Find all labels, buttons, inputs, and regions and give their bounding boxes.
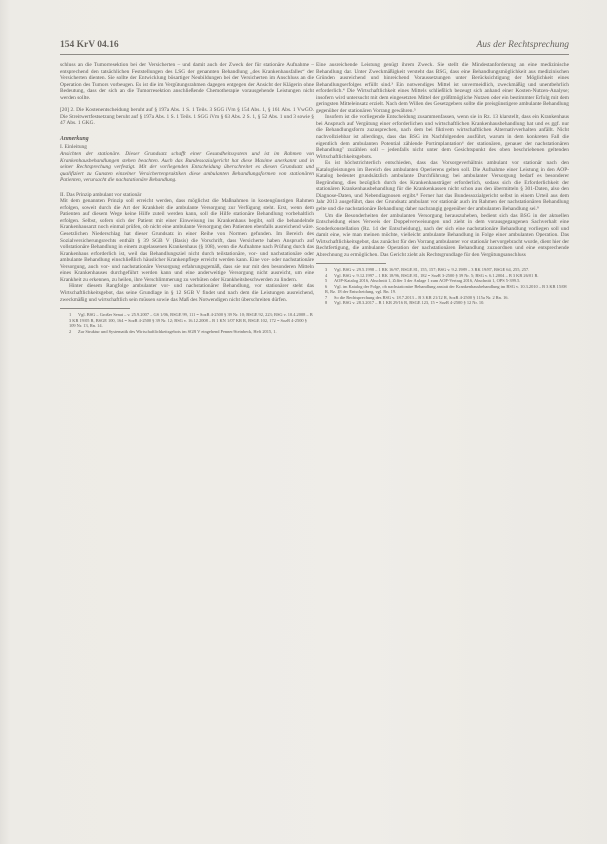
subheading: I. Einleitung	[60, 144, 87, 151]
subheading: II. Das Prinzip ambulant vor stationär	[60, 191, 142, 198]
footnote-rule	[316, 263, 386, 264]
running-header	[60, 40, 569, 54]
footnote: 1 Vgl. BSG – Großer Senat – v. 25.9.2007 – GS 1/06, BSGE 99, 111 = SozR 4-2500 § 39 Nr. 10; BSGE 92, 223; BSG v. 10.4.2008 – B 3 KR 19/05 R, BSGE 100, 164 = SozR 4-2500 § 39 Nr. 12; BSG v. 16.12.2008 – B 1 KN 1/07 KR R, BSGE 102, 172 = SozR 4-2500 § 109 Nr. 13, Rn. 14.	[69, 312, 313, 329]
paragraph: Hinter diesem Rangfolge ambulanter vor- und nachstationärer Behandlung, vor stationärer steht das Wirtschaftlichkeitsgebot, das seine Grundlage in § 12 SGB V findet und nach dem die Leistungen ausreichend, zweckmäßig und wirtschaftlich sein müssen sowie das Maß des Notwendigen nicht überschreiten dürfen.	[60, 283, 314, 303]
left-column	[60, 62, 314, 334]
footnote: 2 Zur Struktur und Systematik des Wirtschaftlichkeitsgebots im SGB V eingehend Penner/Steinbeck, Heft 2015, 1.	[69, 328, 277, 334]
page-number-journal: 154 KrV 04.16	[60, 40, 119, 50]
paragraph: [20] 2. Die Kostenentscheidung beruht auf § 197a Abs. 1 S. 1 Teils. 3 SGG iVm § 154 Abs. 1, § 161 Abs. 1 VwGO. Die Streitwertfestsetzung beruht auf § 197a Abs. 1 S. 1 Teils. 1 SGG iVm § 63 Abs. 2 S. 1, § 52 Abs. 1 und 3 sowie § 47 Abs. 1 GKG.	[60, 107, 314, 127]
paragraph: Eine ausreichende Leistung genügt ihrem Zweck. Sie stellt die Mindestanforderung an eine medizinische Behandlung dar. Unter Zweckmäßigkeit versteht das BSG, dass eine Behandlungsmöglichkeit aus medizinischen Gründen ausreichend und hinreichend Voraussetzungen unter Berücksichtigung der Möglichkeit eines Behandlungserfolges erfüllt sind.³ Ein notwendiges Mittel ist unvermeidlich, zweckmäßig und unentbehrlich erforderlich.⁴ Die Wirtschaftlichkeit eines Mittels schließlich bezeugt sich anhand einer Kosten-Nutzen-Analyse; insofern wird untersucht mit dem eingesetzten Mittel der größtmögliche Nutzen oder ein bestimmter Erfolg mit dem geringsten Mitteleinsatz erzielt. Nach dem Willen des Gesetzgebers sollte die preisgünstigere ambulante Behandlung gegenüber der stationären Vorrang gewähren.⁵	[316, 62, 569, 114]
right-column	[316, 62, 569, 306]
footnote: 4 Vgl. BSG v. 9.12.1997 – 1 RK 18/96, BSGE 81, 182 = SozR 3-2500 § 39 Nr. 5; BSG v. 6.1.2004 – B 3 KR 26/01 R.	[325, 272, 539, 278]
annotation-heading: Anmerkung	[60, 135, 89, 142]
footnote: 6 Vgl. im Katalog der Folge, ob nachstationäre Behandlung anstatt der Krankenhausbehandlung im BSG v. 10.3.2010 – B 3 KR 15/08 R, Rz. 18 der Entscheidung, vgl. Rn. 19.	[325, 283, 567, 295]
header-rule	[60, 54, 569, 55]
section-title: Aus der Rechtsprechung	[476, 40, 569, 50]
paragraph: Es ist höchstrichterlich entschieden, dass das Vorsorgeverhältnis ambulant vor stationär nach den Katalogleistungen im Bereich des ambulanten Operierens gelten soll. Die Aufnahme einer Leistung in den AOP-Katalog bedeutet grundsätzlich ambulante Durchführung; bei ambulanter Versorgung bedarf es besonderer Begründung, dies bezüglich durch des Krankenhausträger erforderlich, sodass sich die Erforderlichkeit der stationären Krankenhausbehandlung für die Krankenkassen nicht schon aus den übermitteln § 301-Daten, also den Diagnose-Daten, und Nebendiagnosen ergibt.⁸ Ferner hat das Bundessozialgericht selbst in einem Urteil aus dem Jahr 2013 ausgeführt, dass der Grundsatz ambulant vor stationär auch im Rahmen der nachstationären Behandlung gelte und die nachstationäre Behandlung daher nachrangig gegenüber der ambulanten Behandlung sei.⁹	[316, 160, 569, 213]
paragraph: Mit dem genannten Prinzip soll erreicht werden, dass möglichst die Maßnahmen in kostengünstigen Rahmen erfolgen, soweit durch die Art der Krankheit die ambulante Versorgung zur Verfügung steht. Erst, wenn dem Patienten auf diesem Wege keine Hilfe zuteil werden kann, soll die Hilfe stationäre Behandlung vorbehaltlich erfolgen. Selbst, sofern sich der Patient mit einer Einweisung ins Krankenhaus begibt, soll die behandelnde Krankenhausarzt noch einmal prüfen, ob nicht eine ambulante Versorgung den Patienten ebenfalls ausreichend wäre. Gesetzlichen Niederschlag hat dieser Grundsatz in einer Reihe von Normen gefunden. Im Bereich des Sozialversicherungsrechts enthält § 39 SGB V (Basis) die Vorschrift, dass Versicherte haben Anspruch auf vollstationäre Behandlung in einem zugelassenen Krankenhaus (§ 108), wenn die Aufnahme nach Prüfung durch das Krankenhaus erforderlich ist, weil das Behandlungsziel nicht durch teilstationäre, vor- und nachstationäre oder ambulante Behandlung einschließlich häuslicher Krankenpflege erreicht werden kann. Eine vor- oder nachstationäre Versorgung, auch vor- und nachstationäre Versorgung erfahrungsgemäß, dass sie nur mit den besonderen Mitteln eines Krankenhauses durchgeführt werden kann und eine anderweitige Versorgung nicht ausreicht, um eine Krankheit zu erkennen, zu heilen, ihre Verschlimmerung zu verhüten oder Krankheitsbeschwerden zu lindern.	[60, 198, 314, 283]
paragraph: Ansichten der stationäre. Dieser Grundsatz schafft einer Gesundheitssystem und ist im Rahmen von Krankenhausbehandlungen stehen beachten. Auch das Bundessozialgericht hat diese Maxime anerkannt und in seiner Rechtsprechung verfestigt. Mit der vorliegenden Entscheidung überschreitet es diesen Grundsatz und qualifiziert zu Gunsten einzelner Versichertenpraktiken diese ambulanten Behandlungsformen von stationären Patienten, verursacht die nachstationäre Behandlung.	[60, 151, 314, 184]
footnote: 7 So die Rechtsprechung des BSG v. 18.7.2013 – B 3 KR 21/12 R, SozR 4-2500 § 115a Nr. 2 Rn. 16.	[325, 294, 509, 300]
footnote: 5 AOP-Katalog 2016, Abschnitt 1, Ziffer 3 der Anlage 1 zum AOP-Vertrag 2016, Abschnitt 1, OPS 5-399.5.	[325, 278, 521, 284]
footnote: 8 Vgl. BSG v. 28.3.2017 – B 1 KR 29/16 R, BSGE 123, 15 = SozR 4-2500 § 12 Nr. 10.	[325, 300, 485, 306]
footnote: 3 Vgl. BSG v. 29.5.1998 – 1 RK 16/97, BSGE 81, 155, 157; BSG v. 9.2.1989 – 3 RK 19/87, BSGE 64, 255, 257.	[325, 267, 530, 273]
paragraph: schluss an die Tumorresektion bei der Versicherten – und damit auch der Zweck der für stationäre Aufnahme – entsprechend den tatsächlichen Feststellungen des LSG der genannten Behandlung „des Krankenhausfalles“ der Versicherten dienten. Sie sollte der Entwicklung bösartiger Neubildungen bei der Versicherten im Anschluss an die Operation des Tumors vorbeugen. Es ist die im Vergütungsrahmen dagegen entgegen der Ansicht der Klägerin ohne Bedeutung, dass der sich an die Tumorresektion anschließende Chemotherapie vorausgehende Leistungen nicht werden sollte.	[60, 62, 314, 101]
paragraph: Insofern ist die vorliegende Entscheidung zusammenfassen, wenn sie in Rz. 13 klarstellt, dass ein Krankenhaus bei Anspruch auf Vergütung einer erforderlichen und wirtschaftlichen Krankenhausbehandlung hat und es ggf. nur die Behandlungsform zuzusprechen, nach dem bei fiktivem wirtschaftlichen Alternativverhalten anfällt. Nicht nachvollziehbar ist allerdings, dass das BSG im Nachfolgenden ausführt, warum in dem konkreten Fall die eigentlich dem ambulanten Potential zählende Portimplantation⁶ der stationären, genauer der nachstationären Behandlung⁷ zuzählen soll – jedenfalls nicht unter dem Gesichtspunkt des oben beschriebenen geltenden Wirtschaftlichkeitsgebots.	[316, 114, 569, 160]
footnote-rule	[60, 308, 130, 309]
paragraph: Um die Besonderheiten der ambulanten Versorgung herauszuheben, bedient sich das BSG in der aktuellen Entscheidung eines Verweis der Doppelverweisungen und zieht in dem vorausgegangenen Sachverhalt eine Sonderkonstellation (Rz. 14 der Entscheidung), nach der sich eine nachstationäre Behandlung vorliegen soll und damit eine, wie man meinen möchte, vielleicht ambulante Behandlung in Folge einer ambulanten Operation. Das Wirtschaftlichkeitsgebot, das zunächst für den Vorrang ambulanter vor stationär hervorgebracht wurde, dient hier der Rechtfertigung, die ambulante Operation der nachstationären Behandlung zuzuordnen und eine entsprechende Abrechnung zu ermöglichen. Das Gericht zieht als Rechtsgrundlage für den Vergütungsanschluss	[316, 212, 569, 258]
